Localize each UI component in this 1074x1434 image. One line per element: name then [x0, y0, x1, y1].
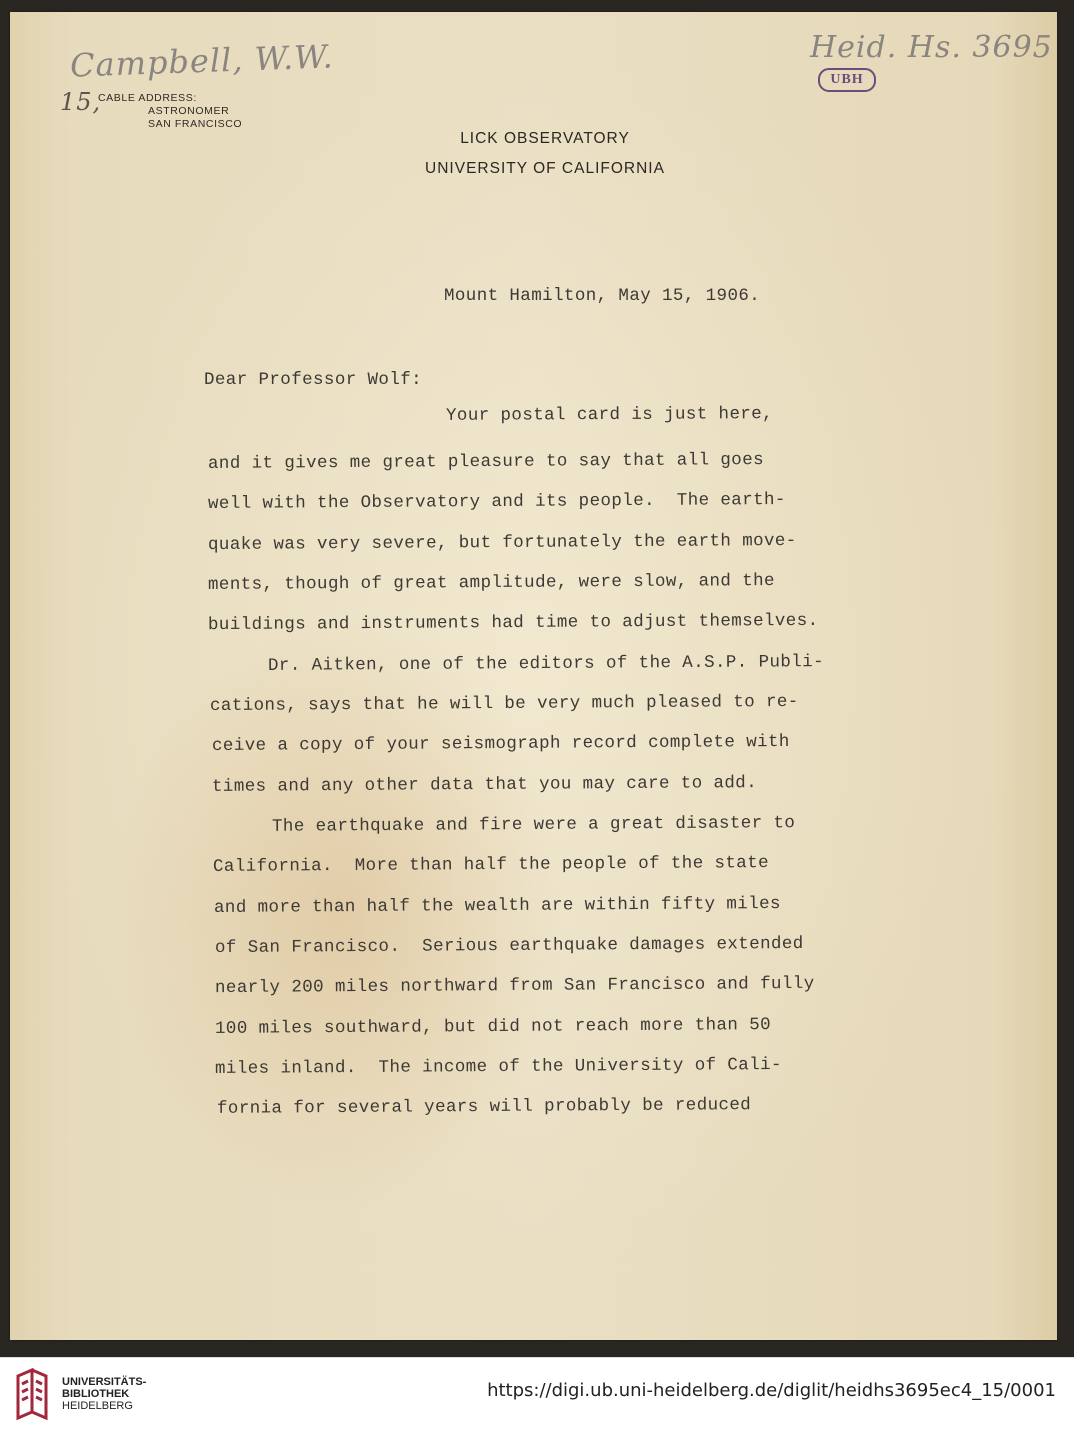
letter-line: well with the Observatory and its people. The earth- — [207, 489, 786, 515]
handwritten-shelfmark: Heid. Hs. 3695 — [810, 30, 1053, 65]
letterhead — [350, 124, 740, 184]
cable-address-line: SAN FRANCISCO — [148, 118, 243, 130]
letter-line: fornia for several years will probably be reduced — [216, 1095, 752, 1119]
letter-line: California. More than half the people of the state — [212, 853, 770, 877]
library-name-line: BIBLIOTHEK — [62, 1388, 130, 1400]
cable-address-label: CABLE ADDRESS: — [98, 92, 197, 104]
library-name-line: UNIVERSITÄTS- — [62, 1376, 147, 1388]
library-stamp: UBH — [818, 68, 876, 92]
letter-line: nearly 200 miles northward from San Francisco and fully — [214, 973, 815, 999]
letterhead-university: UNIVERSITY OF CALIFORNIA — [425, 160, 665, 177]
letter-line: The earthquake and fire were a great disaster to — [271, 813, 796, 837]
viewer-footer — [0, 1357, 1074, 1434]
letter-line: Your postal card is just here, — [445, 404, 774, 426]
dateline: Mount Hamilton, May 15, 1906. — [444, 286, 761, 306]
library-logo-icon — [12, 1366, 54, 1426]
cable-address-line: ASTRONOMER — [148, 105, 230, 117]
letterhead-org: LICK OBSERVATORY — [460, 130, 630, 147]
letter-line: cations, says that he will be very much pleased to re- — [209, 691, 799, 717]
library-name — [62, 1376, 146, 1412]
letter-line: ceive a copy of your seismograph record complete with — [211, 731, 790, 757]
permalink-url[interactable]: https://digi.ub.uni-heidelberg.de/diglit/heidhs3695ec4_15/0001 — [487, 1380, 1056, 1401]
letter-line: times and any other data that you may care to add. — [211, 773, 758, 797]
salutation: Dear Professor Wolf: — [204, 370, 423, 390]
letter-line: of San Francisco. Serious earthquake damages extended — [214, 933, 804, 959]
letter-line: ments, though of great amplitude, were slow, and the — [207, 571, 775, 595]
letter-line: quake was very severe, but fortunately the earth move- — [207, 530, 797, 556]
letter-line: Dr. Aitken, one of the editors of the A.S.P. Publi- — [267, 652, 825, 676]
letter-page — [10, 12, 1057, 1340]
letter-line: buildings and instruments had time to adjust themselves. — [207, 610, 819, 636]
letter-line: and more than half the wealth are within fifty miles — [213, 894, 781, 918]
handwritten-author-name: Campbell, W.W. — [69, 37, 335, 85]
letter-line: 100 miles southward, but did not reach more than 50 — [214, 1015, 772, 1039]
library-name-line: HEIDELBERG — [62, 1400, 133, 1412]
letter-line: and it gives me great pleasure to say that all goes — [207, 450, 765, 474]
letter-line: miles inland. The income of the University of Cali- — [214, 1055, 782, 1079]
handwritten-folio-number: 15, — [60, 88, 102, 116]
cable-address — [98, 92, 242, 131]
